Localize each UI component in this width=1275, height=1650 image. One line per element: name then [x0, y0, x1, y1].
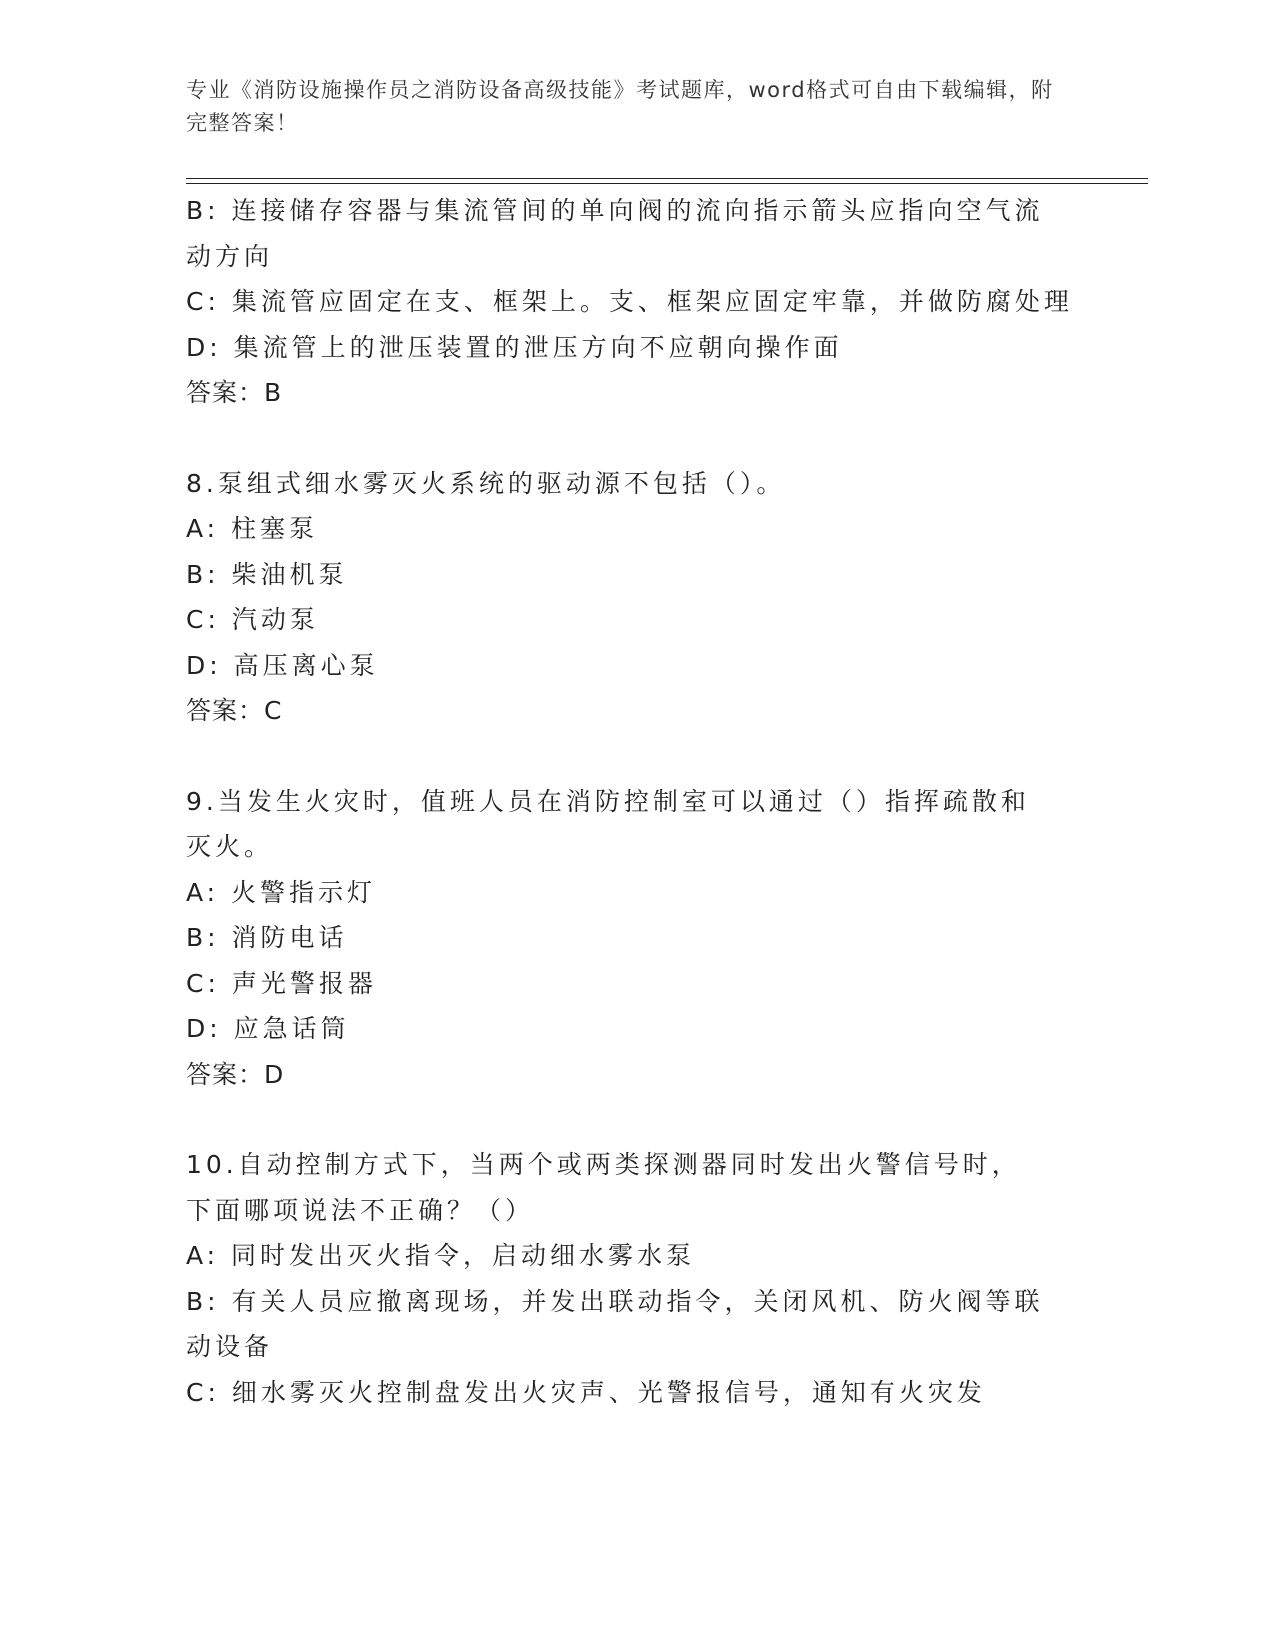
option-d: D: 高压离心泵 — [186, 650, 379, 680]
option-c: C: 集流管应固定在支、框架上。支、框架应固定牢靠，并做防腐处理 — [186, 287, 1073, 316]
header-rule-top — [186, 178, 1148, 179]
document-header: 专业《消防设施操作员之消防设备高级技能》考试题库，word格式可自由下载编辑，附完整答案！ — [186, 78, 1054, 135]
option-b: B: 连接储存容器与集流管间的单向阀的流向指示箭头应指向空气流动方向 — [186, 196, 1044, 271]
question-stem: 8.泵组式细水雾灭火系统的驱动源不包括（）。 — [186, 468, 786, 498]
option-d: D: 应急话筒 — [186, 1014, 350, 1043]
option-b: B: 柴油机泵 — [186, 559, 348, 589]
option-c: C: 细水雾灭火控制盘发出火灾声、光警报信号，通知有火灾发 — [186, 1377, 986, 1407]
option-a: A: 柱塞泵 — [186, 514, 319, 543]
option-b: B: 消防电话 — [186, 923, 348, 952]
question-stem: 9.当发生火灾时，值班人员在消防控制室可以通过（）指挥疏散和灭火。 — [186, 786, 1030, 861]
option-b: B: 有关人员应撤离现场，并发出联动指令，关闭风机、防火阀等联动设备 — [186, 1286, 1044, 1361]
answer-line: 答案：B — [186, 378, 283, 407]
question-10 — [186, 1142, 1086, 1415]
question-9 — [186, 779, 1086, 1098]
answer-line: 答案：D — [186, 1059, 285, 1089]
option-a: A: 火警指示灯 — [186, 877, 377, 907]
option-c: C: 声光警报器 — [186, 968, 377, 998]
answer-line: 答案：C — [186, 696, 283, 725]
question-8 — [186, 461, 1086, 734]
option-a: A: 同时发出灭火指令，启动细水雾水泵 — [186, 1241, 696, 1270]
question-content — [186, 188, 1086, 1415]
option-c: C: 汽动泵 — [186, 605, 319, 634]
option-d: D: 集流管上的泄压装置的泄压方向不应朝向操作面 — [186, 332, 843, 362]
question-stem: 10.自动控制方式下，当两个或两类探测器同时发出火警信号时，下面哪项说法不正确？（） — [186, 1150, 1021, 1225]
header-rule-bottom — [186, 183, 1148, 184]
question-7-continued — [186, 188, 1086, 416]
